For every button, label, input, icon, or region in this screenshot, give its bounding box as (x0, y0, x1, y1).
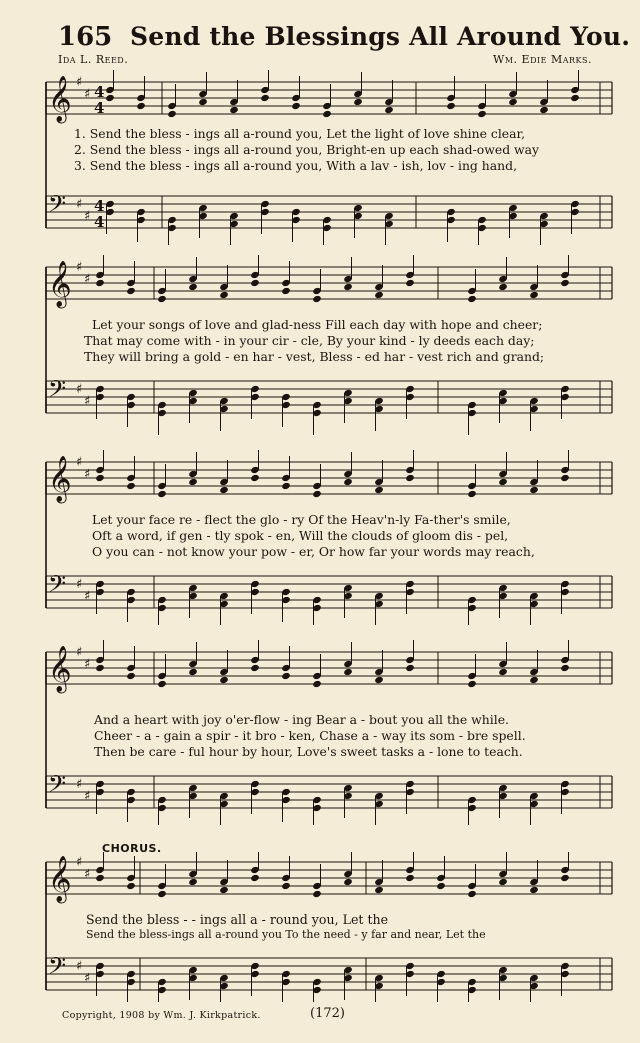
sharp-icon: ♯ (84, 394, 91, 409)
note-head (477, 110, 487, 118)
note-head (126, 482, 136, 490)
sharp-icon: ♯ (76, 577, 83, 592)
lyric-verse-1: Let your songs of love and glad-ness Fill each day with hope and cheer; (92, 317, 543, 332)
treble-staff (46, 70, 612, 124)
note-head (188, 668, 198, 676)
lyric-verse-1: Let your face re - flect the glo - ry Of the Heav'n-ly Fa-ther's smile, (92, 512, 511, 527)
sharp-icon: ♯ (84, 589, 91, 604)
note-head (374, 676, 384, 684)
sharp-icon: ♯ (76, 197, 83, 212)
note-head (291, 102, 301, 110)
note-head (529, 886, 539, 894)
note-head (467, 890, 477, 898)
hymn-title: Send the Blessings All Around You. (130, 22, 631, 51)
note-head (436, 882, 446, 890)
note-head (467, 490, 477, 498)
lyric-verse-2: That may come with - in your cir - cle, By your kind - ly deeds each day; (84, 333, 535, 348)
bass-staff (46, 570, 612, 625)
note-head (157, 680, 167, 688)
lyric-verse-3: O you can - not know your pow - er, Or how far your words may reach, (92, 544, 535, 559)
treble-clef-icon: 𝄞 (48, 646, 72, 692)
time-sig-bottom: 4 (94, 213, 105, 231)
sharp-icon: ♯ (84, 789, 91, 804)
note-head (560, 874, 570, 882)
note-head (260, 94, 270, 102)
note-head (374, 886, 384, 894)
copyright-notice: Copyright, 1908 by Wm. J. Kirkpatrick. (62, 1010, 261, 1021)
sharp-icon: ♯ (76, 382, 83, 397)
sharp-icon: ♯ (76, 959, 83, 974)
lyric-verse-3: They will bring a gold - en har - vest, Bless - ed har - vest rich and grand; (84, 349, 545, 364)
music-system-1 (40, 70, 620, 245)
bass-clef-icon: 𝄢 (48, 375, 67, 408)
note-head (498, 668, 508, 676)
note-head (343, 283, 353, 291)
sharp-icon: ♯ (84, 867, 91, 882)
bass-clef-icon: 𝄢 (48, 952, 67, 985)
note-head (126, 672, 136, 680)
hymn-number: 165 (58, 22, 113, 52)
note-head (126, 287, 136, 295)
treble-staff (46, 640, 612, 694)
note-head (322, 110, 332, 118)
note-head (312, 890, 322, 898)
lyric-verse-3: 3. Send the bless - ings all a-round you, With a lav - ish, lov - ing hand, (74, 158, 518, 173)
treble-clef-icon: 𝄞 (48, 261, 72, 307)
page-number: (172) (310, 1006, 345, 1021)
note-head (570, 94, 580, 102)
sharp-icon: ♯ (76, 645, 83, 660)
note-head (250, 664, 260, 672)
note-head (250, 279, 260, 287)
music-system-5 (40, 852, 620, 1002)
note-head (467, 680, 477, 688)
note-head (560, 664, 570, 672)
sharp-icon: ♯ (84, 87, 91, 102)
lyric-chorus-soprano: Send the bless - - ings all a - round you, Let the (86, 912, 389, 927)
treble-staff (46, 255, 612, 309)
note-head (405, 279, 415, 287)
author-credit: Ida L. Reed. (58, 53, 129, 66)
bass-staff (46, 190, 612, 245)
sharp-icon: ♯ (84, 272, 91, 287)
bass-clef-icon: 𝄢 (48, 570, 67, 603)
note-head (198, 98, 208, 106)
time-sig-top: 4 (94, 197, 105, 215)
chorus-label: CHORUS. (102, 842, 162, 855)
note-head (374, 291, 384, 299)
note-head (560, 474, 570, 482)
treble-staff (46, 450, 612, 504)
sharp-icon: ♯ (84, 209, 91, 224)
sharp-icon: ♯ (76, 777, 83, 792)
note-head (529, 676, 539, 684)
note-head (405, 474, 415, 482)
sharp-icon: ♯ (76, 260, 83, 275)
note-head (529, 291, 539, 299)
sharp-icon: ♯ (76, 855, 83, 870)
lyric-verse-1: And a heart with joy o'er-flow - ing Bear a - bout you all the while. (94, 712, 509, 727)
note-head (188, 478, 198, 486)
note-head (95, 279, 105, 287)
note-head (219, 486, 229, 494)
note-head (188, 283, 198, 291)
note-head (167, 110, 177, 118)
note-head (539, 106, 549, 114)
lyric-verse-2: Oft a word, if gen - tly spok - en, Will the clouds of gloom dis - pel, (92, 528, 509, 543)
bass-staff (46, 770, 612, 825)
lyric-verse-1: 1. Send the bless - ings all a-round you, Let the light of love shine clear, (74, 126, 526, 141)
time-sig-top: 4 (94, 83, 105, 101)
note-head (343, 478, 353, 486)
note-head (157, 295, 167, 303)
note-head (498, 878, 508, 886)
note-head (374, 486, 384, 494)
note-head (508, 98, 518, 106)
note-head (95, 474, 105, 482)
note-head (467, 295, 477, 303)
treble-clef-icon: 𝄞 (48, 856, 72, 902)
note-head (157, 490, 167, 498)
note-head (219, 886, 229, 894)
sharp-icon: ♯ (76, 75, 83, 90)
bass-staff (46, 952, 612, 1002)
note-head (343, 668, 353, 676)
note-head (343, 878, 353, 886)
treble-clef-icon: 𝄞 (48, 76, 72, 122)
lyric-chorus-bass: Send the bless-ings all a-round you To the need - y far and near, Let the (86, 928, 486, 941)
bass-staff (46, 375, 612, 435)
note-head (281, 287, 291, 295)
note-head (136, 102, 146, 110)
note-head (219, 291, 229, 299)
note-head (384, 106, 394, 114)
note-head (229, 106, 239, 114)
note-head (353, 98, 363, 106)
note-head (95, 874, 105, 882)
note-head (95, 664, 105, 672)
treble-staff (46, 852, 612, 904)
lyric-verse-3: Then be care - ful hour by hour, Love's sweet tasks a - lone to teach. (94, 744, 523, 759)
sharp-icon: ♯ (84, 657, 91, 672)
note-head (560, 279, 570, 287)
note-head (446, 102, 456, 110)
note-head (250, 474, 260, 482)
note-head (105, 94, 115, 102)
note-head (250, 874, 260, 882)
note-head (405, 874, 415, 882)
note-head (529, 486, 539, 494)
note-head (126, 882, 136, 890)
music-system-3 (40, 450, 620, 625)
note-head (157, 890, 167, 898)
note-head (281, 882, 291, 890)
note-head (312, 295, 322, 303)
note-head (281, 482, 291, 490)
note-head (219, 676, 229, 684)
bass-clef-icon: 𝄢 (48, 770, 67, 803)
note-head (312, 680, 322, 688)
note-head (405, 664, 415, 672)
music-system-2 (40, 255, 620, 440)
treble-clef-icon: 𝄞 (48, 456, 72, 502)
sharp-icon: ♯ (84, 971, 91, 986)
time-sig-bottom: 4 (94, 99, 105, 117)
composer-credit: Wm. Edie Marks. (493, 53, 592, 66)
note-head (498, 283, 508, 291)
note-head (188, 878, 198, 886)
title-row (0, 18, 640, 58)
bass-clef-icon: 𝄢 (48, 190, 67, 223)
music-system-4 (40, 640, 620, 825)
note-head (498, 478, 508, 486)
lyric-verse-2: Cheer - a - gain a spir - it bro - ken, Chase a - way its som - bre spell. (94, 728, 526, 743)
note-head (281, 672, 291, 680)
lyric-verse-2: 2. Send the bless - ings all a-round you, Bright-en up each shad-owed way (74, 142, 540, 157)
sharp-icon: ♯ (84, 467, 91, 482)
sharp-icon: ♯ (76, 455, 83, 470)
note-head (312, 490, 322, 498)
